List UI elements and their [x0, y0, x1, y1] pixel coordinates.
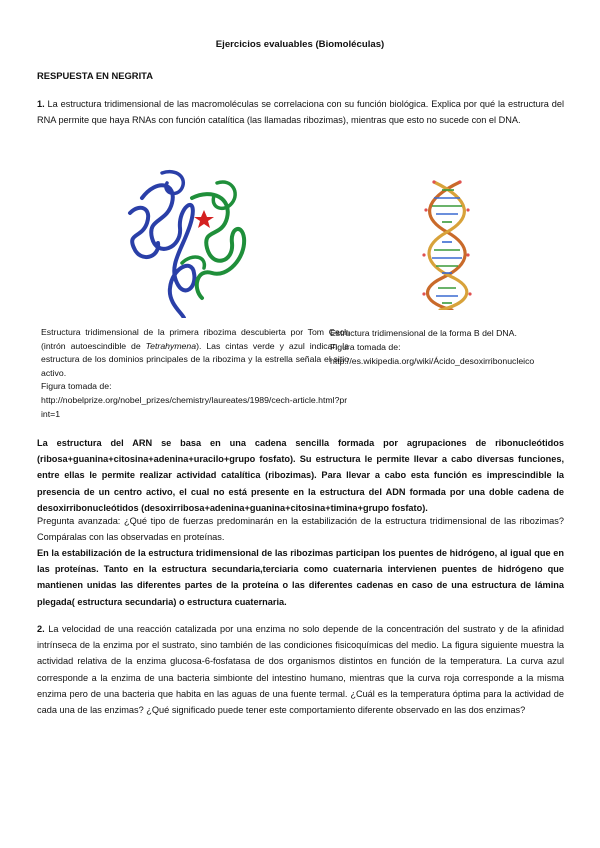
ribozyme-blue-ribbon — [142, 185, 194, 318]
question-1 — [37, 96, 564, 128]
dna-source-label: Figura tomada de: — [330, 342, 401, 352]
ribozyme-green-ribbon — [192, 194, 244, 298]
dna-caption — [330, 326, 560, 368]
dna-source-link[interactable]: http://es.wikipedia.org/wiki/Ácido_desoxirribonucleico — [330, 356, 535, 366]
answer-2: En la estabilización de la estructura tridimensional de las ribozimas participan los puentes de hidrógeno, al igual que en las proteínas. Tanto en la estructura secundaria,terciaria como cuaternaria intervienen puentes de hidrógeno que mantienen unidas las diferentes partes de la proteína o las diferentes cadenas en caso de una estructura de lámina plegada( estructura secundaria) o estructura cuaternaria. — [37, 548, 564, 607]
advanced-question: Pregunta avanzada: ¿Qué tipo de fuerzas predominarán en la estabilización de la estructura tridimensional de las ribozimas? Compáralas con las observadas en proteínas. — [37, 516, 564, 543]
question-2-text: La velocidad de una reacción catalizada por una enzima no solo depende de la concentración del sustrato y de la afinidad intrínseca de la enzima por el sustrato, sino también de las condiciones fisicoquímicas del medio. La figura siguiente muestra la actividad relativa de la enzima glucosa-6-fosfatasa de dos organismos distintos en función de la temperatura. La curva azul corresponde a la enzima de una bacteria simbionte del intestino humano, mientras que la curva roja corresponde a la misma enzima pero de una bacteria que habita en las aguas de una fuente termal. ¿Cuál es la temperatura óptima para la actividad de cada una de las enzimas? ¿Qué significado puede tener este comportamiento diferente observado en las dos enzimas? — [37, 624, 564, 716]
dna-caption-text: Estructura tridimensional de la forma B del DNA. — [330, 328, 517, 338]
ribozyme-source-label: Figura tomada de: — [41, 381, 112, 392]
question-1-number: 1. — [37, 99, 45, 109]
ribozyme-caption-text: Estructura tridimensional de la primera ribozima descubierta por Tom Cech (intrón autoescindible de Tetrahymena). Las cintas verde y azul indican la estructura de los dominios principales de la ribozima y la estrella señala el sitio activo. — [41, 327, 349, 378]
document-title: Ejercicios evaluables (Biomoléculas) — [215, 39, 385, 50]
question-2 — [37, 621, 564, 718]
question-2-number: 2. — [37, 624, 45, 634]
dna-double-helix-image — [412, 180, 482, 310]
ribozyme-structure-image — [122, 168, 252, 318]
question-1-text: La estructura tridimensional de las macromoléculas se correlaciona con su función biológica. Explica por qué la estructura del RNA permite que haya RNAs con función catalítica (las llamadas ribozimas), mientras que esto no sucede con el DNA. — [37, 99, 564, 126]
active-site-star-icon — [194, 210, 214, 228]
ribozyme-caption-italic: Tetrahymena — [145, 340, 197, 351]
answer-1: La estructura del ARN se basa en una cadena sencilla formada por agrupaciones de ribonucleótidos (ribosa+guanina+citosina+adenina+uracilo+grupo fosfato). Su estructura le permite llevar a cabo diversas funciones, entre ellas le permite realizar actividad catalítica (ribozimas). Para llevar a cabo esta función es imprescindible la presencia de un centro activo, el cual no está presente en la estructura del ADN formada por una doble cadena de desoxirribonucleótidos (desoxirribosa+adenina+guanina+citosina+timina+grupo fosfato). — [37, 438, 564, 513]
answer-header: RESPUESTA EN NEGRITA — [37, 70, 153, 81]
ribozyme-source-link[interactable]: http://nobelprize.org/nobel_prizes/chemistry/laureates/1989/cech-article.html?print=1 — [41, 394, 348, 419]
ribozyme-caption — [41, 326, 349, 421]
